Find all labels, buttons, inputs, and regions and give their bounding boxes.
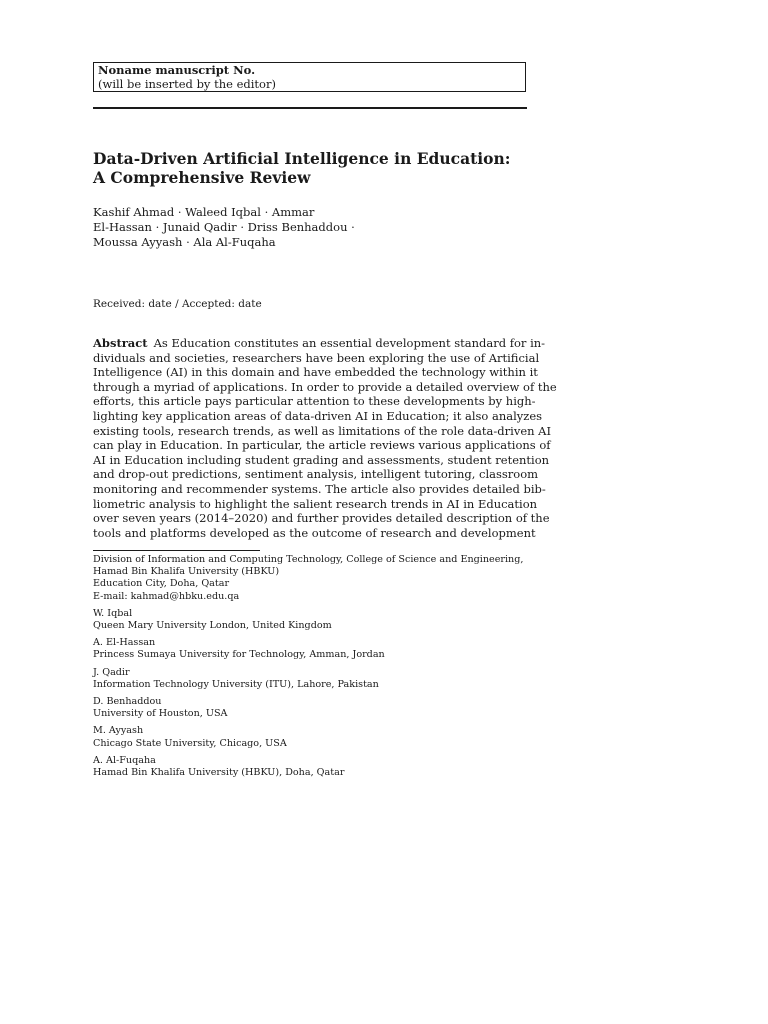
authors-line-3: Moussa Ayyash · Ala Al-Fuqaha [93,235,276,249]
abstract-line: lighting key application areas of data-driven AI in Education; it also analyzes [93,408,543,423]
authors-line-1: Kashif Ahmad · Waleed Iqbal · Ammar [93,205,315,219]
paper-title [93,149,533,187]
title-line-2: A Comprehensive Review [93,168,311,187]
affiliation-line: University of Houston, USA [93,708,228,720]
affiliation-author: J. Qadir [93,666,130,678]
affiliation-iqbal [93,608,533,632]
abstract [93,336,557,540]
manuscript-number: Noname manuscript No. [98,63,256,77]
affiliation-ayyash [93,725,533,749]
affiliation-author: A. El-Hassan [93,637,156,649]
abstract-line: existing tools, research trends, as well as limitations of the role data-driven AI [93,423,552,438]
affiliation-line: Hamad Bin Khalifa University (HBKU), Doha, Qatar [93,767,345,779]
abstract-line: dividuals and societies, researchers have been exploring the use of Artificial [93,350,540,365]
affiliation-line: Princess Sumaya University for Technology, Amman, Jordan [93,649,385,661]
abstract-line: AI in Education including student grading and assessments, student retention [93,452,550,467]
affiliation-el-hassan [93,637,533,661]
affiliation-author: D. Benhaddou [93,696,162,708]
affiliation-line: Queen Mary University London, United Kingdom [93,620,332,632]
abstract-line: tools and platforms developed as the outcome of research and development [93,525,536,540]
affiliations [93,554,533,784]
affiliation-benhaddou [93,696,533,720]
affiliation-line: Education City, Doha, Qatar [93,578,230,590]
abstract-line: Intelligence (AI) in this domain and have embedded the technology within it [93,365,538,380]
affiliation-al-fuqaha [93,755,533,779]
title-line-1: Data-Driven Artificial Intelligence in Education: [93,149,511,168]
author-list [93,205,533,250]
abstract-line: through a myriad of applications. In order to provide a detailed overview of the [93,379,557,394]
affiliation-ahmad [93,554,533,603]
received-date: Received: date / Accepted: date [93,298,262,310]
affiliation-author: A. Al-Fuqaha [93,754,156,766]
affiliation-author: M. Ayyash [93,725,144,737]
header-rule [93,107,527,109]
affiliation-email: E-mail: kahmad@hbku.edu.qa [93,590,240,602]
abstract-line: efforts, this article pays particular attention to these developments by high- [93,394,536,409]
abstract-line: over seven years (2014–2020) and further provides detailed description of the [93,511,550,526]
abstract-line: Abstract As Education constitutes an essential development standard for in- [93,336,546,350]
affiliation-line: Hamad Bin Khalifa University (HBKU) [93,566,280,578]
affiliation-line: Division of Information and Computing Technology, College of Science and Engineering, [93,554,524,565]
affiliation-line: Information Technology University (ITU), Lahore, Pakistan [93,678,379,690]
abstract-label: Abstract [93,336,148,350]
abstract-line: monitoring and recommender systems. The article also provides detailed bib- [93,481,546,496]
affiliation-author: W. Iqbal [93,607,133,619]
abstract-line: can play in Education. In particular, the article reviews various applications of [93,438,551,453]
abstract-line: and drop-out predictions, sentiment analysis, intelligent tutoring, classroom [93,467,539,482]
footnote-rule [93,550,260,551]
authors-line-2: El-Hassan · Junaid Qadir · Driss Benhaddou · [93,220,355,234]
manuscript-info-box [93,62,526,92]
affiliation-qadir [93,667,533,691]
abstract-line: liometric analysis to highlight the salient research trends in AI in Education [93,496,538,511]
editor-note: (will be inserted by the editor) [98,77,276,91]
affiliation-line: Chicago State University, Chicago, USA [93,737,287,749]
